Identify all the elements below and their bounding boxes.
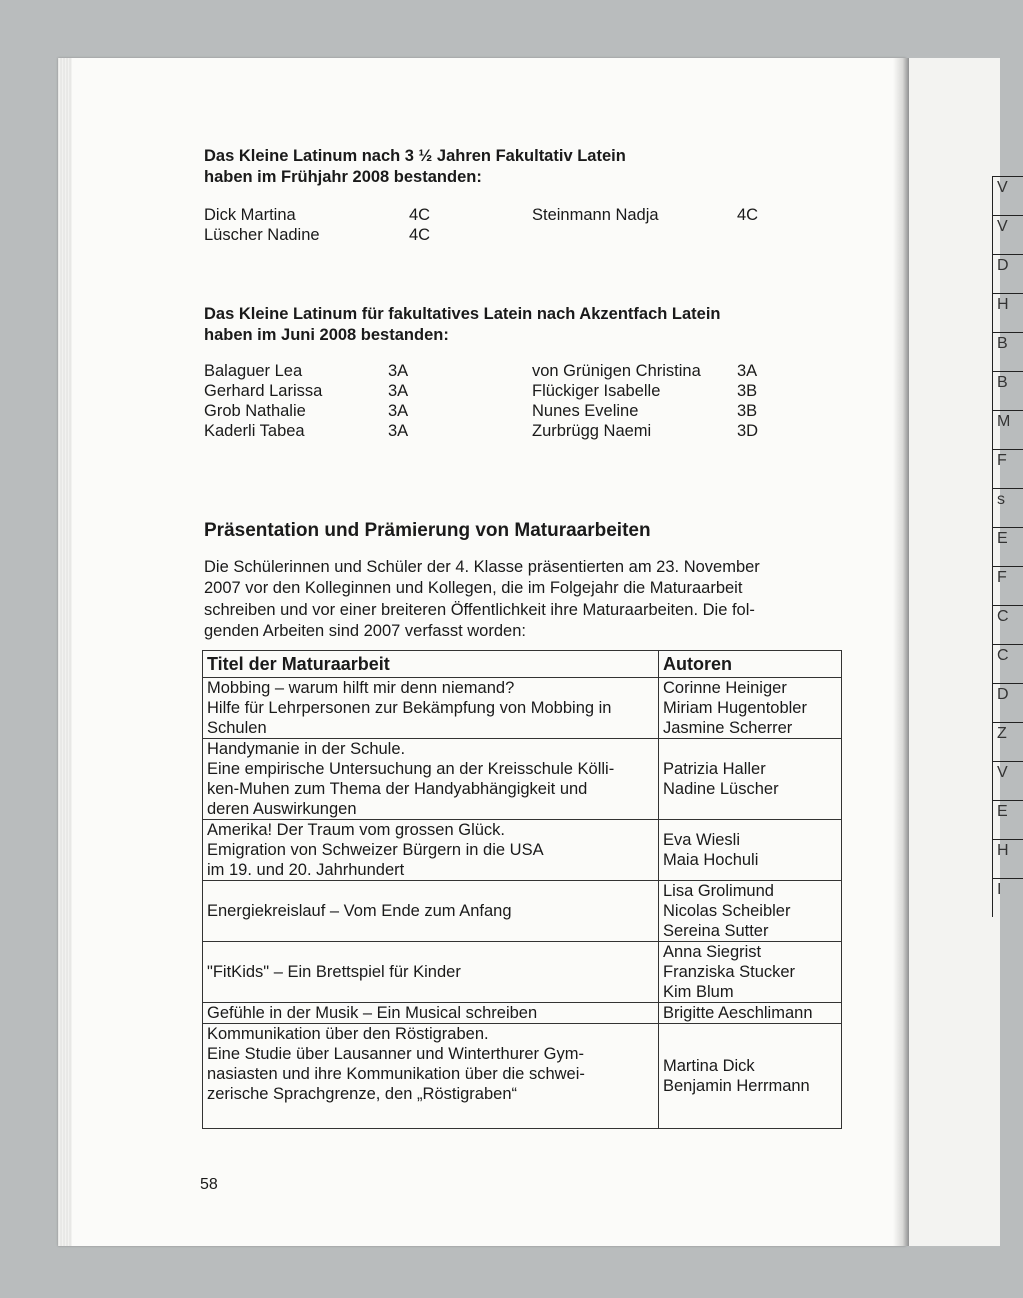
latinum-june-right-names	[532, 361, 701, 441]
list-item: Grob Nathalie	[204, 402, 306, 420]
facing-page-row: I	[993, 878, 1023, 917]
work-title: Handymanie in der Schule. Eine empirische Untersuchung an der Kreisschule Kölli- ken-Muhen zum Thema der Handyabhängigkeit und deren Auswirkungen	[203, 739, 659, 820]
list-item: Dick Martina	[204, 206, 296, 224]
facing-page-row: Z	[993, 722, 1023, 761]
latinum-spring-heading: Das Kleine Latinum nach 3 ½ Jahren Fakultativ Latein haben im Frühjahr 2008 bestanden:	[204, 147, 626, 186]
work-title: "FitKids" – Ein Brettspiel für Kinder	[203, 942, 659, 1003]
list-item: Zurbrügg Naemi	[532, 422, 652, 440]
facing-page-row: C	[993, 644, 1023, 683]
work-title: Amerika! Der Traum vom grossen Glück. Emigration von Schweizer Bürgern in die USA im 19. und 20. Jahrhundert	[203, 820, 659, 881]
table-header-row	[203, 651, 842, 678]
table-row	[203, 881, 842, 942]
work-authors: Patrizia Haller Nadine Lüscher	[659, 739, 842, 820]
section-title: Präsentation und Prämierung von Maturaarbeiten	[204, 520, 651, 541]
facing-page-row: s	[993, 488, 1023, 527]
latinum-spring-left-classes: 4C 4C	[409, 206, 431, 244]
work-title: Mobbing – warum hilft mir denn niemand? Hilfe für Lehrpersonen zur Bekämpfung von Mobbing in Schulen	[203, 678, 659, 739]
list-item: Gerhard Larissa	[204, 382, 323, 400]
facing-page-row: M	[993, 410, 1023, 449]
latinum-spring-left-names	[204, 205, 320, 245]
latinum-spring-right-names	[532, 205, 659, 225]
work-authors: Martina Dick Benjamin Herrmann	[659, 1024, 842, 1129]
work-authors: Lisa Grolimund Nicolas Scheibler Sereina Sutter	[659, 881, 842, 942]
facing-page-row: V	[993, 176, 1023, 215]
latinum-june-left-names	[204, 361, 322, 441]
facing-page-row: V	[993, 761, 1023, 800]
table-row	[203, 678, 842, 739]
facing-page-row: H	[993, 839, 1023, 878]
facing-page-table	[992, 176, 1023, 917]
list-item: Lüscher Nadine	[204, 226, 320, 244]
page-edge	[58, 58, 72, 1246]
facing-page-row: E	[993, 527, 1023, 566]
column-header-title: Titel der Maturaarbeit	[203, 651, 659, 678]
work-title: Gefühle in der Musik – Ein Musical schreiben	[203, 1003, 659, 1024]
table-row	[203, 1003, 842, 1024]
facing-page-row: C	[993, 605, 1023, 644]
facing-page-row: F	[993, 449, 1023, 488]
latinum-june-right-classes: 3A 3B 3B 3D	[737, 362, 759, 440]
work-authors: Corinne Heiniger Miriam Hugentobler Jasmine Scherrer	[659, 678, 842, 739]
facing-page-row: B	[993, 371, 1023, 410]
latinum-spring-right-classes: 4C	[737, 206, 759, 224]
work-title: Energiekreislauf – Vom Ende zum Anfang	[203, 881, 659, 942]
work-authors: Brigitte Aeschlimann	[659, 1003, 842, 1024]
intro-paragraph: Die Schülerinnen und Schüler der 4. Klasse präsentierten am 23. November 2007 vor den Kolleginnen und Kollegen, die im Folgejahr die Maturaarbeit schreiben und vor einer breiteren Öffentlichkeit ihre Maturaarbeiten. Die fol- genden Arbeiten sind 2007 verfasst worden:	[204, 558, 760, 640]
facing-page-row: H	[993, 293, 1023, 332]
work-authors: Anna Siegrist Franziska Stucker Kim Blum	[659, 942, 842, 1003]
table-row	[203, 820, 842, 881]
column-header-authors: Autoren	[659, 651, 842, 678]
facing-page-row: D	[993, 254, 1023, 293]
list-item: Kaderli Tabea	[204, 422, 305, 440]
facing-page-row: D	[993, 683, 1023, 722]
work-title: Kommunikation über den Röstigraben. Eine Studie über Lausanner und Winterthurer Gym- nasiasten und ihre Kommunikation über die schwei- zerische Sprachgrenze, den „Röstigraben“	[203, 1024, 659, 1129]
latinum-june-left-classes: 3A 3A 3A 3A	[388, 362, 409, 440]
list-item: Nunes Eveline	[532, 402, 639, 420]
facing-page-row: B	[993, 332, 1023, 371]
page-number: 58	[200, 1176, 218, 1193]
table-row	[203, 1024, 842, 1129]
maturaarbeit-table	[202, 650, 842, 1129]
list-item: von Grünigen Christina	[532, 362, 701, 380]
list-item: Balaguer Lea	[204, 362, 303, 380]
facing-page	[908, 58, 1011, 1246]
book-gutter	[893, 58, 909, 1246]
list-item: Flückiger Isabelle	[532, 382, 661, 400]
work-authors: Eva Wiesli Maia Hochuli	[659, 820, 842, 881]
facing-page-row: E	[993, 800, 1023, 839]
facing-page-row: V	[993, 215, 1023, 254]
latinum-june-heading: Das Kleine Latinum für fakultatives Latein nach Akzentfach Latein haben im Juni 2008 bestanden:	[204, 305, 721, 344]
table-row	[203, 942, 842, 1003]
table-row	[203, 739, 842, 820]
list-item: Steinmann Nadja	[532, 206, 659, 224]
facing-page-row: F	[993, 566, 1023, 605]
